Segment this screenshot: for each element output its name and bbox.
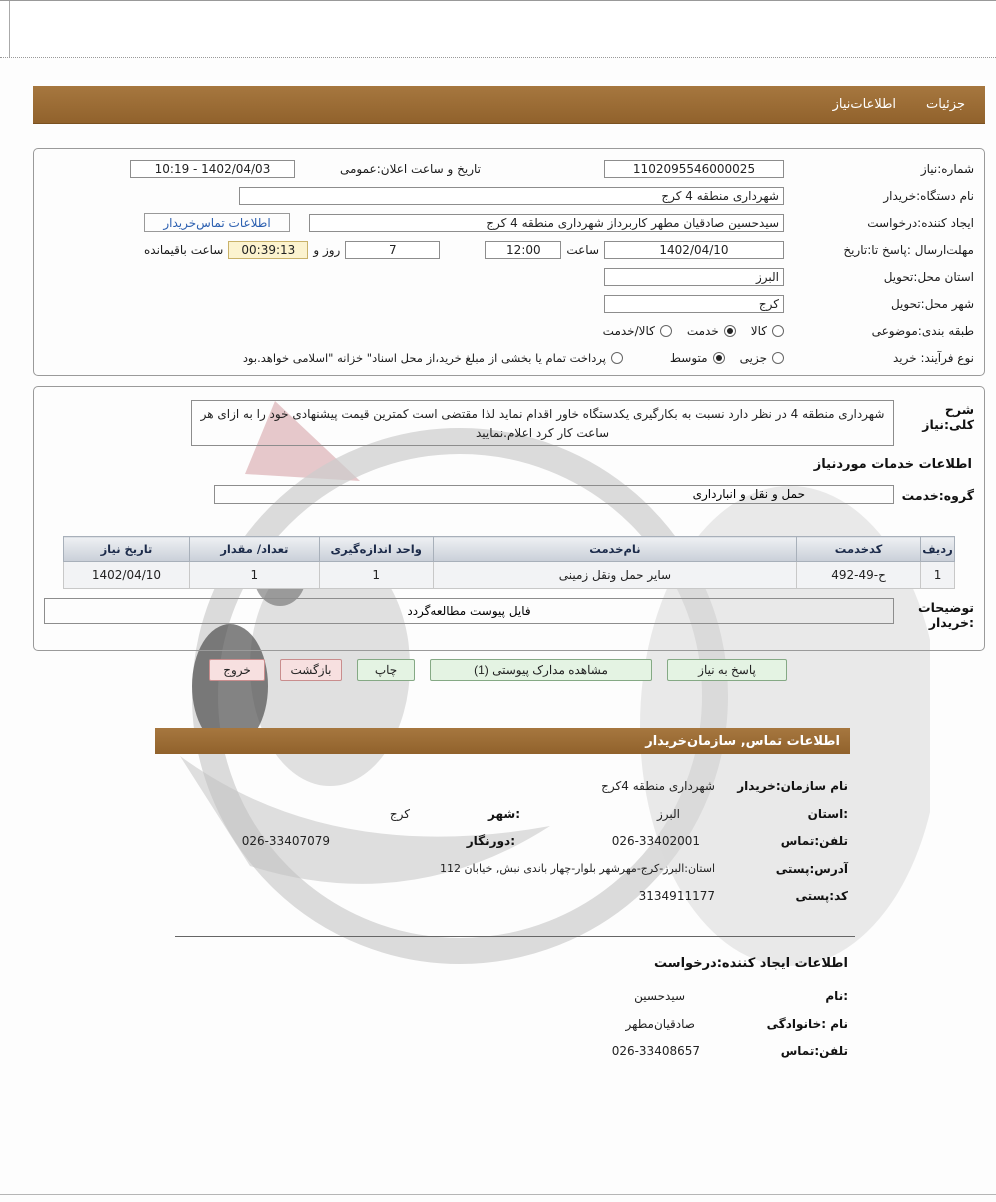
deadline-label: مهلت‌ارسال :پاسخ تا:تاریخ (843, 242, 974, 257)
category-radio-goods-service[interactable] (660, 325, 672, 337)
respond-button[interactable]: پاسخ به نیاز (667, 659, 787, 681)
table-row (64, 562, 955, 589)
row-request-creator (34, 209, 984, 236)
category-option-service-label: خدمت (686, 323, 719, 338)
cell-unit: 1 (319, 562, 433, 589)
request-creator-input[interactable]: سیدحسین صادقیان مطهر کاربرداز شهرداری منطقه 4 کرج (309, 214, 784, 232)
contact-section-header: اطلاعات تماس, سازمان‌خریدار (155, 728, 850, 754)
need-summary-box (33, 148, 985, 376)
col-service-name: نام‌خدمت (433, 537, 796, 562)
treasury-note-label: پرداخت تمام یا بخشی از مبلغ خرید،از محل اسناد" خزانه "اسلامی خواهد.بود (242, 350, 606, 365)
contact-address-value: استان:البرز-کرج-مهرشهر بلوار-چهار باندی نبش, خیابان 112 (439, 862, 715, 875)
cell-row-number: 1 (921, 562, 955, 589)
creator-phone-label: تلفن:تماس (780, 1044, 848, 1058)
service-group-input[interactable]: حمل و نقل و انبارداری (214, 485, 894, 504)
category-label: طبقه بندی:موضوعی (871, 323, 974, 338)
buyer-notes-label: توضیحات :خریدار (918, 600, 974, 630)
deadline-time-input[interactable]: 12:00 (485, 241, 561, 259)
contact-phone-label: تلفن:تماس (780, 834, 848, 848)
delivery-province-label: استان محل:تحویل (883, 269, 974, 284)
services-table (63, 536, 955, 589)
need-desc-label: شرح کلی:نیاز (922, 402, 974, 432)
contact-city-value: کرج (389, 807, 410, 821)
process-type-label: نوع فرآیند: خرید (893, 350, 974, 365)
deadline-days-input[interactable]: 7 (345, 241, 440, 259)
remaining-unit-label: ساعت باقیمانده (144, 242, 224, 257)
creator-first-name-value: سیدحسین (634, 989, 685, 1003)
print-button[interactable]: چاپ (357, 659, 415, 681)
section-divider (175, 936, 855, 937)
cell-quantity: 1 (189, 562, 319, 589)
left-edge-line (9, 1, 10, 57)
buyer-org-input[interactable]: شهرداری منطقه 4 کرج (239, 187, 784, 205)
category-radio-goods[interactable] (772, 325, 784, 337)
view-attachments-button[interactable]: مشاهده مدارک پیوستی (1) (430, 659, 652, 681)
deadline-time-label: ساعت (566, 242, 599, 257)
remaining-time-box: 00:39:13 (228, 241, 308, 259)
buyer-contact-link[interactable]: اطلاعات تماس‌خریدار (144, 213, 290, 232)
col-service-code: کدخدمت (797, 537, 921, 562)
col-row-number: ردیف (921, 537, 955, 562)
contact-province-label: :استان (807, 807, 848, 821)
contact-fax-label: :دورنگار (466, 834, 515, 848)
category-radio-service[interactable] (724, 325, 736, 337)
buyer-org-label: نام دستگاه:خریدار (883, 188, 974, 203)
need-detail-box (33, 386, 985, 651)
delivery-province-input[interactable]: البرز (604, 268, 784, 286)
contact-phone-value: 026-33402001 (611, 834, 700, 848)
row-delivery-province (34, 263, 984, 290)
row-delivery-city (34, 290, 984, 317)
announce-label: تاریخ و ساعت اعلان:عمومی (339, 161, 481, 176)
contact-city-label: :شهر (488, 807, 520, 821)
cell-service-name: سایر حمل ونقل زمینی (433, 562, 796, 589)
contact-province-value: البرز (656, 807, 680, 821)
row-deadline (34, 236, 984, 263)
days-unit-label: روز و (313, 242, 341, 257)
delivery-city-label: شهر محل:تحویل (890, 296, 974, 311)
row-category (34, 317, 984, 344)
service-group-label: گروه:خدمت (901, 487, 974, 503)
org-name-label: نام سازمان:خریدار (737, 779, 848, 793)
org-name-value: شهرداری منطقه 4کرج (601, 779, 715, 793)
process-radio-medium[interactable] (713, 352, 725, 364)
postal-code-value: 3134911177 (638, 889, 715, 903)
need-number-label: شماره:نیاز (920, 161, 974, 176)
action-buttons (0, 659, 996, 681)
treasury-checkbox[interactable] (611, 352, 623, 364)
buyer-notes-input[interactable]: فایل پیوست مطالعه‌گردد (44, 598, 894, 624)
delivery-city-input[interactable]: کرج (604, 295, 784, 313)
cell-need-date: 1402/04/10 (64, 562, 190, 589)
creator-last-name-value: صادقیان‌مطهر (625, 1017, 695, 1031)
tab-details[interactable]: جزئیات (926, 97, 965, 112)
request-creator-label: ایجاد کننده:درخواست (867, 215, 974, 230)
announce-datetime-input[interactable]: 10:19 - 1402/04/03 (130, 160, 295, 178)
tab-bar (33, 86, 985, 124)
row-service-group (44, 484, 974, 504)
row-buyer-org (34, 182, 984, 209)
services-table-header-row (64, 537, 955, 562)
creator-first-name-label: :نام (825, 989, 848, 1003)
contact-fax-value: 026-33407079 (241, 834, 330, 848)
col-quantity: تعداد/ مقدار (189, 537, 319, 562)
cell-service-code: ح-49-492 (797, 562, 921, 589)
creator-last-name-label: نام :خانوادگی (766, 1017, 848, 1031)
need-number-input[interactable]: 1102095546000025 (604, 160, 784, 178)
back-button[interactable]: بازگشت (280, 659, 342, 681)
process-radio-minor[interactable] (772, 352, 784, 364)
row-need-desc (44, 400, 974, 446)
bottom-edge-line (0, 1194, 996, 1195)
row-need-number (34, 155, 984, 182)
category-option-goods-label: کالا (750, 323, 767, 338)
top-strip (0, 1, 996, 58)
process-option-medium-label: متوسط (669, 350, 708, 365)
services-heading: اطلاعات خدمات موردنیاز (813, 457, 972, 472)
contact-address-label: آدرس:پستی (775, 862, 848, 876)
creator-phone-value: 026-33408657 (611, 1044, 700, 1058)
col-need-date: تاریخ نیاز (64, 537, 190, 562)
exit-button[interactable]: خروج (209, 659, 265, 681)
postal-code-label: کد:پستی (795, 889, 848, 903)
need-desc-text[interactable]: شهرداری منطقه 4 در نظر دارد نسبت به بکارگیری یکدستگاه خاور اقدام نماید لذا مقتضی است کمترین قیمت پیشنهادی خود را به ازای هر ساعت کار کرد اعلام.نمایید (191, 400, 894, 446)
col-unit: واحد اندازه‌گیری (319, 537, 433, 562)
row-buyer-notes (44, 598, 974, 630)
process-option-minor-label: جزیی (739, 350, 767, 365)
category-option-goods-service-label: کالا/خدمت (602, 323, 655, 338)
row-process-type (34, 344, 984, 371)
deadline-date-input[interactable]: 1402/04/10 (604, 241, 784, 259)
creator-info-heading: اطلاعات ایجاد کننده:درخواست (654, 956, 848, 971)
tab-need-info[interactable]: اطلاعات‌نیاز (832, 97, 897, 112)
